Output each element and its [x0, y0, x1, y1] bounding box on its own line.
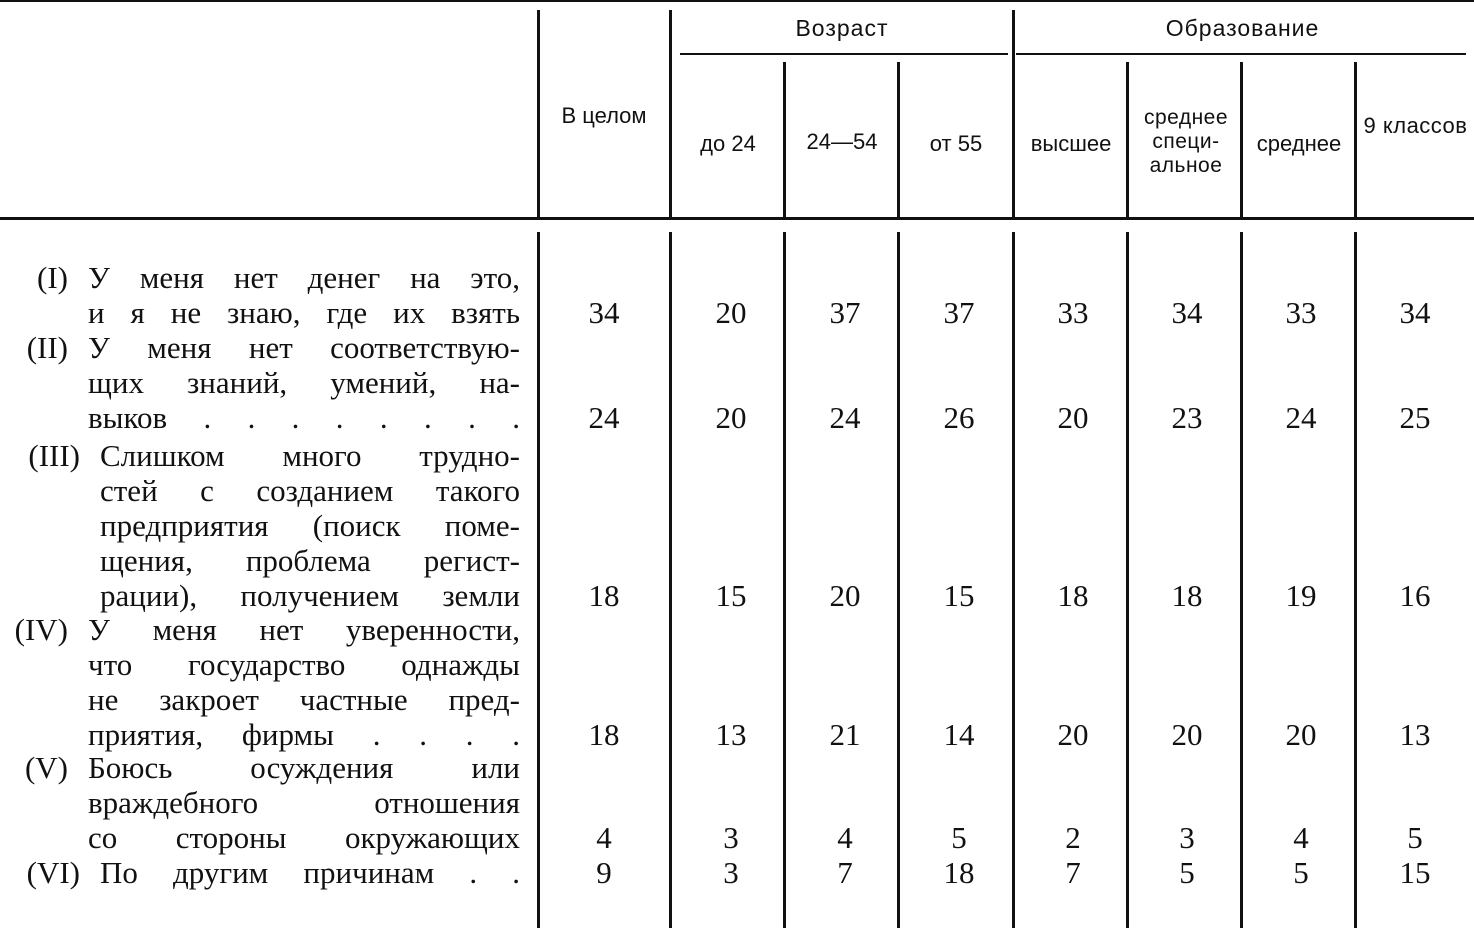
row-label — [0, 330, 520, 435]
header-bottom-rule — [0, 217, 1474, 220]
group-header-education: Образование — [1165, 15, 1320, 41]
col-divider — [1126, 232, 1129, 928]
value-cell: 7 — [1065, 855, 1081, 890]
row-numeral: (III) — [28, 438, 80, 473]
value-cell: 20 — [715, 400, 747, 435]
value-cell: 25 — [1399, 400, 1431, 435]
col-divider — [783, 62, 786, 217]
col-divider — [1012, 232, 1015, 928]
value-cell: 33 — [1057, 295, 1089, 330]
row-label-line: не закроет частные пред- — [88, 682, 520, 717]
col-divider — [783, 232, 786, 928]
value-cell: 7 — [837, 855, 853, 890]
row-label-line: выков . . . . . . . . — [88, 400, 520, 435]
row-label-line: что государство однажды — [88, 647, 520, 682]
row-label-line: щих знаний, умений, на- — [88, 365, 520, 400]
col-divider — [537, 10, 540, 217]
value-cell: 9 — [596, 855, 612, 890]
column-header-edu-higher: высшее — [1030, 131, 1112, 156]
col-divider — [1240, 232, 1243, 928]
column-header-age-55-plus: от 55 — [929, 131, 983, 156]
value-cell: 18 — [588, 717, 620, 752]
row-numeral: (II) — [26, 330, 68, 365]
value-cell: 20 — [1057, 400, 1089, 435]
column-header-edu-9-grades: 9 классов — [1363, 113, 1468, 138]
row-label-line: приятия, фирмы . . . . — [88, 717, 520, 752]
value-cell: 21 — [829, 717, 861, 752]
group-underline-age — [680, 53, 1008, 55]
value-cell: 5 — [951, 820, 967, 855]
column-header-age-24-54: 24—54 — [806, 129, 878, 154]
value-cell: 18 — [943, 855, 975, 890]
value-cell: 24 — [829, 400, 861, 435]
row-label-line: предприятия (поиск поме- — [100, 508, 520, 543]
column-header-age-under-24: до 24 — [700, 131, 756, 156]
value-cell: 5 — [1407, 820, 1423, 855]
value-cell: 2 — [1065, 820, 1081, 855]
value-cell: 4 — [596, 820, 612, 855]
value-cell: 5 — [1179, 855, 1195, 890]
row-numeral: (IV) — [14, 612, 68, 647]
row-label-line: Слишком много трудно- — [100, 438, 520, 473]
value-cell: 18 — [1057, 578, 1089, 613]
row-label-line: и я не знаю, где их взять — [88, 295, 520, 330]
value-cell: 34 — [588, 295, 620, 330]
col-divider — [669, 232, 672, 928]
value-cell: 20 — [1285, 717, 1317, 752]
col-divider — [1354, 232, 1357, 928]
row-label-line: стей с созданием такого — [100, 473, 520, 508]
row-label-line: У меня нет денег на это, — [88, 260, 520, 295]
value-cell: 24 — [1285, 400, 1317, 435]
value-cell: 3 — [1179, 820, 1195, 855]
row-label — [0, 438, 520, 613]
value-cell: 19 — [1285, 578, 1317, 613]
row-label — [0, 750, 520, 855]
row-label-line: со стороны окружающих — [88, 820, 520, 855]
value-cell: 34 — [1399, 295, 1431, 330]
value-cell: 18 — [588, 578, 620, 613]
group-header-age: Возраст — [795, 15, 889, 41]
value-cell: 24 — [588, 400, 620, 435]
row-numeral: (I) — [37, 260, 68, 295]
row-numeral: (VI) — [26, 855, 80, 890]
value-cell: 4 — [837, 820, 853, 855]
row-label-line: Боюсь осуждения или — [88, 750, 520, 785]
value-cell: 37 — [829, 295, 861, 330]
value-cell: 13 — [715, 717, 747, 752]
value-cell: 34 — [1171, 295, 1203, 330]
row-label-line: По другим причинам . . — [100, 855, 520, 890]
value-cell: 4 — [1293, 820, 1309, 855]
col-divider — [897, 232, 900, 928]
value-cell: 3 — [723, 855, 739, 890]
group-underline-education — [1016, 53, 1466, 55]
value-cell: 14 — [943, 717, 975, 752]
value-cell: 16 — [1399, 578, 1431, 613]
row-label-line: У меня нет уверенности, — [88, 612, 520, 647]
row-label-line: рации), получением земли — [100, 578, 520, 613]
value-cell: 15 — [715, 578, 747, 613]
col-divider — [537, 232, 540, 928]
column-header-edu-secondary: среднее — [1256, 131, 1342, 156]
value-cell: 33 — [1285, 295, 1317, 330]
value-cell: 37 — [943, 295, 975, 330]
column-header-edu-secondary-special: среднее специ- альное — [1143, 106, 1229, 177]
value-cell: 20 — [715, 295, 747, 330]
value-cell: 20 — [1171, 717, 1203, 752]
value-cell: 15 — [943, 578, 975, 613]
value-cell: 15 — [1399, 855, 1431, 890]
value-cell: 20 — [1057, 717, 1089, 752]
value-cell: 20 — [829, 578, 861, 613]
value-cell: 5 — [1293, 855, 1309, 890]
col-divider — [897, 62, 900, 217]
value-cell: 26 — [943, 400, 975, 435]
value-cell: 3 — [723, 820, 739, 855]
row-label-line: враждебного отношения — [88, 785, 520, 820]
row-label-line: щения, проблема регист- — [100, 543, 520, 578]
row-label — [0, 612, 520, 752]
row-numeral: (V) — [24, 750, 68, 785]
value-cell: 13 — [1399, 717, 1431, 752]
value-cell: 23 — [1171, 400, 1203, 435]
column-header-total: В целом — [561, 103, 647, 128]
top-rule — [0, 0, 1474, 2]
row-label-line: У меня нет соответствую- — [88, 330, 520, 365]
row-label — [0, 855, 520, 890]
row-label — [0, 260, 520, 330]
value-cell: 18 — [1171, 578, 1203, 613]
